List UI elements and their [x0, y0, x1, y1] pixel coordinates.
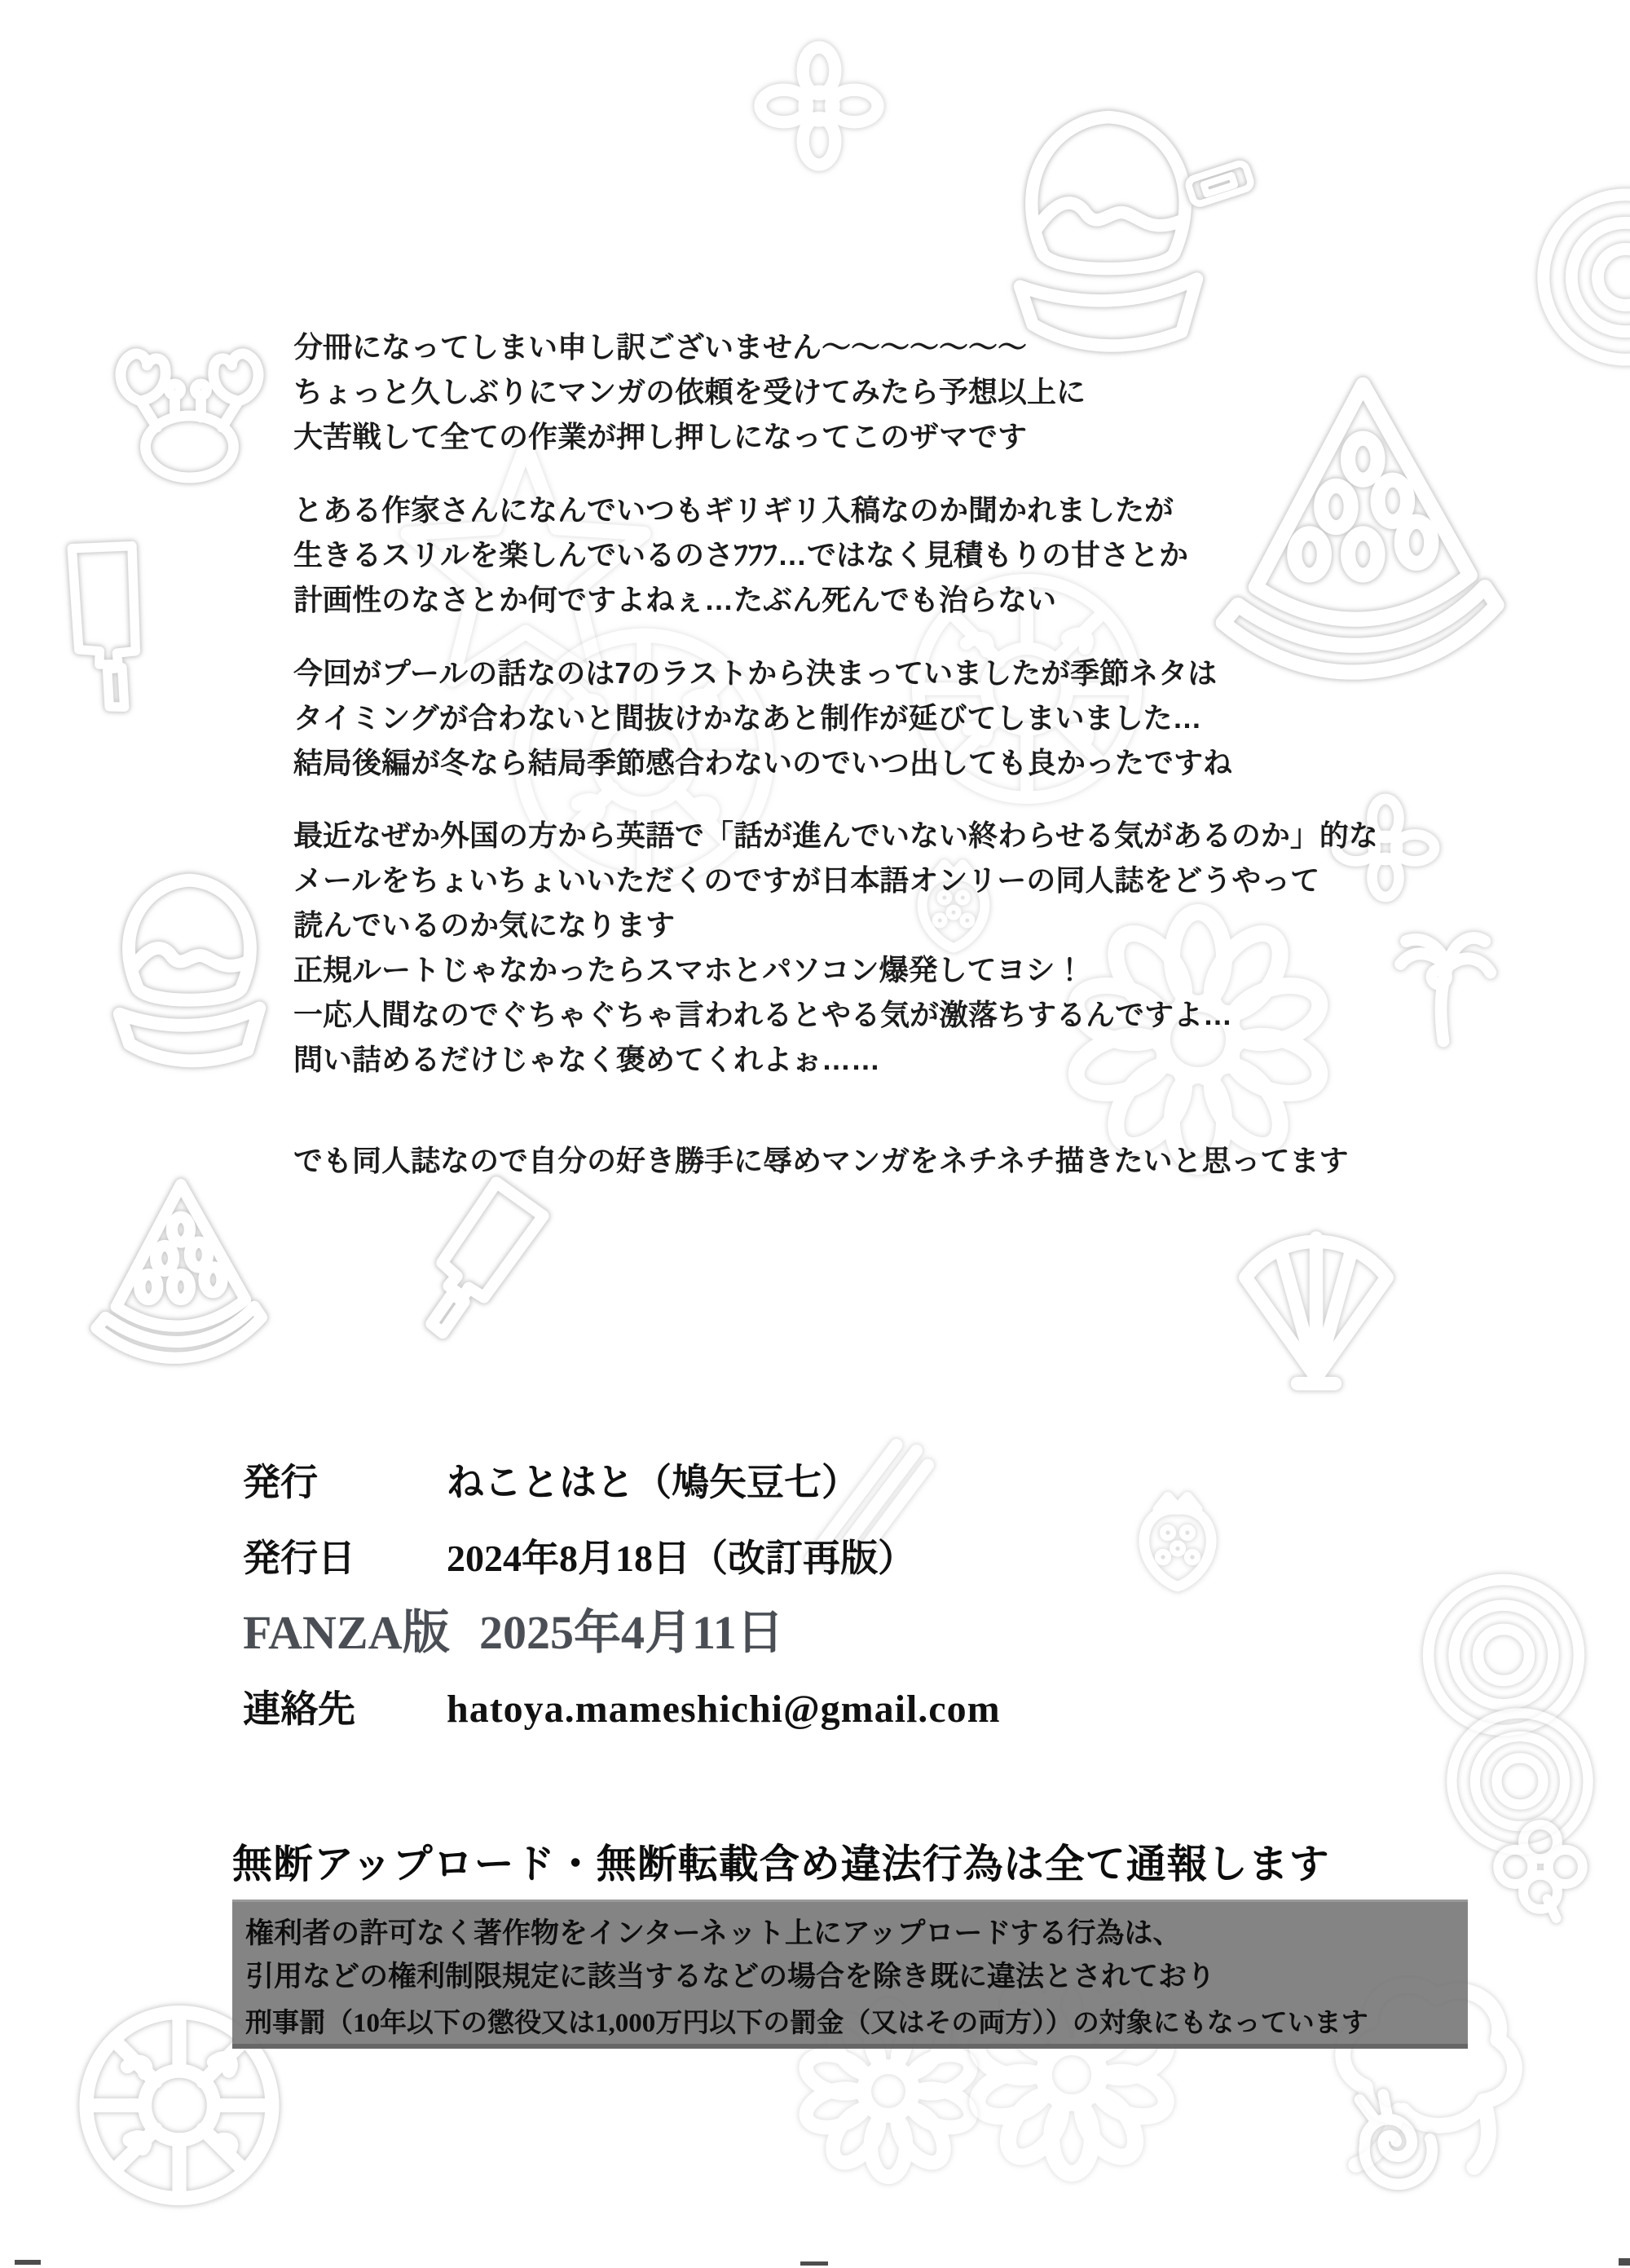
contact-row [243, 1679, 1001, 1733]
watermelon-icon [82, 1174, 273, 1353]
spiral-shell-icon [1328, 2063, 1459, 2226]
afterword-paragraph [293, 324, 1086, 459]
rings-icon [1532, 183, 1630, 371]
afterword-line: メールをちょいちょいいただくのですが日本語オンリーの同人誌をどうやって [293, 863, 1320, 897]
popsicle-icon [2, 472, 218, 775]
fanza-edition-value: 2025年4月11日 [479, 1606, 784, 1659]
publisher-value: ねことはと（鳩矢豆七） [447, 1462, 859, 1503]
afterword-line: タイミングが合わないと間抜けかなあと制作が延びてしまいました… [293, 701, 1202, 735]
fanza-edition-label: FANZA版 [243, 1606, 450, 1659]
afterword-line: 今回がプールの話なのは7のラストから決まっていましたが季節ネタは [293, 656, 1218, 690]
afterword-line: でも同人誌なので自分の好き勝手に辱めマンガをネチネチ描きたいと思ってます [293, 1144, 1349, 1177]
publish-date-value: 2024年8月18日（改訂再版） [447, 1538, 915, 1579]
shaved-ice-icon [90, 856, 289, 1080]
flower-icon [746, 29, 892, 183]
afterword-line: ちょっと久しぶりにマンガの依頼を受けてみたら予想以上に [293, 375, 1086, 408]
afterword-line: 最近なぜか外国の方から英語で「話が進んでいない終わらせる気があるのか」的な [293, 819, 1378, 852]
afterword-line: 一応人間なのでぐちゃぐちゃ言われるとやる気が激落ちするんですよ… [293, 998, 1233, 1031]
legal-notice-line: 権利者の許可なく著作物をインターネット上にアップロードする行為は、 [245, 1917, 1182, 1949]
afterword-line: 分冊になってしまい申し訳ございません〜〜〜〜〜〜〜 [293, 330, 1028, 364]
contact-label: 連絡先 [243, 1688, 355, 1730]
afterword-paragraph [293, 488, 1188, 622]
legal-notice-line: 刑事罰（10年以下の懲役又は1,000万円以下の罰金（又はその両方））の対象にもなっています [245, 2009, 1368, 2038]
afterword-line: 生きるスリルを楽しんでいるのさﾌﾌﾌ…ではなく見積もりの甘さとか [293, 538, 1189, 571]
spoon-icon [1170, 143, 1271, 224]
afterword-line: とある作家さんになんでいつもギリギリ入稿なのか聞かれましたが [293, 493, 1174, 527]
contact-email: hatoya.mameshichi@gmail.com [447, 1688, 1001, 1731]
afterword-line: 問い詰めるだけじゃなく褒めてくれよぉ…… [293, 1043, 881, 1076]
afterword-line: 正規ルートじゃなかったらスマホとパソコン爆発してヨシ！ [293, 953, 1085, 986]
afterword-paragraph [293, 651, 1232, 785]
crop-mark [15, 2260, 41, 2265]
shaved-ice-icon [982, 102, 1235, 355]
fanza-edition-row [243, 1594, 784, 1662]
watermelon-icon [1190, 367, 1524, 664]
crop-mark [1619, 2258, 1630, 2266]
publisher-row [243, 1453, 859, 1507]
afterword-paragraph [293, 1138, 1349, 1183]
publish-date-label: 発行日 [243, 1538, 355, 1579]
crop-mark [800, 2261, 828, 2266]
afterword-line: 結局後編が冬なら結局季節感合わないのでいつ出しても良かったですね [293, 746, 1233, 779]
palm-tree-icon [1369, 901, 1512, 1056]
strawberry-icon [1117, 1484, 1239, 1606]
piracy-warning-headline: 無断アップロード・無断転載含め違法行為は全て通報します [232, 1842, 1330, 1886]
afterword-line: 計画性のなさとか何ですよねぇ…たぶん死んでも治らない [293, 583, 1057, 616]
legal-notice-line: 引用などの権利制限規定に該当するなどの場合を除き既に違法とされており [245, 1961, 1216, 1992]
afterword-paragraph [293, 813, 1378, 1082]
publisher-label: 発行 [243, 1462, 318, 1503]
afterword-line: 読んでいるのか気になります [293, 908, 676, 942]
afterword-line: 大苦戦して全ての作業が押し押しになってこのザマです [293, 420, 1028, 453]
scallop-shell-icon [1206, 1190, 1426, 1398]
publish-date-row [243, 1529, 915, 1582]
legal-notice-box [232, 1900, 1468, 2049]
